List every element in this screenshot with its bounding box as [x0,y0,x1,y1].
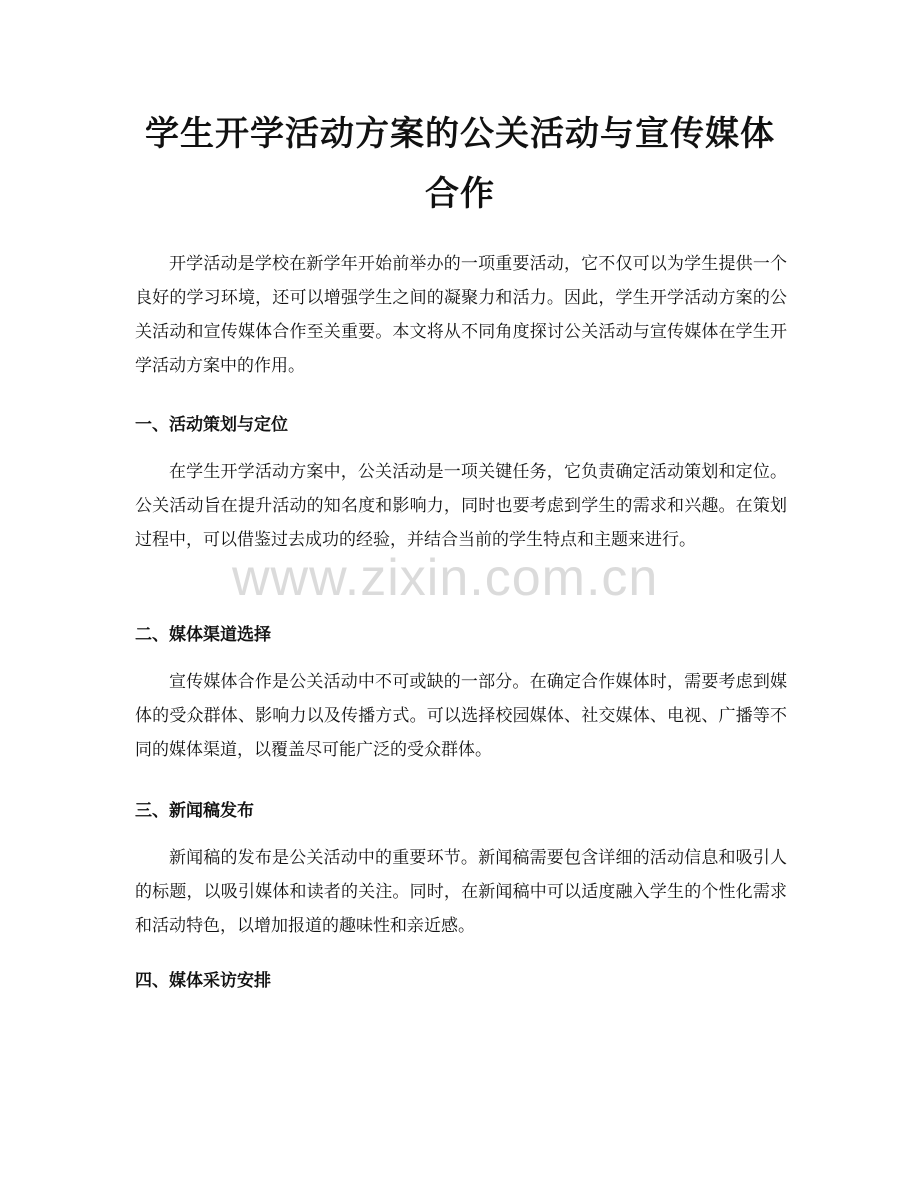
intro-paragraph: 开学活动是学校在新学年开始前举办的一项重要活动，它不仅可以为学生提供一个良好的学习环境，还可以增强学生之间的凝聚力和活力。因此，学生开学活动方案的公关活动和宣传媒体合作至关重要。本文将从不同角度探讨公关活动与宣传媒体在学生开学活动方案中的作用。 [135,254,787,376]
watermark: www.zixin.com.cn [232,549,659,607]
document-title: 学生开学活动方案的公关活动与宣传媒体合作 [145,114,775,214]
section-body: 在学生开学活动方案中，公关活动是一项关键任务，它负责确定活动策划和定位。公关活动旨在提升活动的知名度和影响力，同时也要考虑到学生的需求和兴趣。在策划过程中，可以借鉴过去成功的经验，并结合当前的学生特点和主题来进行。 [135,462,787,550]
section-heading: 二、媒体渠道选择 [135,625,271,645]
section-heading: 一、活动策划与定位 [135,415,288,435]
section-body: 宣传媒体合作是公关活动中不可或缺的一部分。在确定合作媒体时，需要考虑到媒体的受众群体、影响力以及传播方式。可以选择校园媒体、社交媒体、电视、广播等不同的媒体渠道，以覆盖尽可能广泛的受众群体。 [135,672,787,760]
section-heading: 三、新闻稿发布 [135,801,254,821]
section-heading: 四、媒体采访安排 [135,971,271,991]
section-body: 新闻稿的发布是公关活动中的重要环节。新闻稿需要包含详细的活动信息和吸引人的标题，以吸引媒体和读者的关注。同时，在新闻稿中可以适度融入学生的个性化需求和活动特色，以增加报道的趣味性和亲近感。 [135,848,787,936]
